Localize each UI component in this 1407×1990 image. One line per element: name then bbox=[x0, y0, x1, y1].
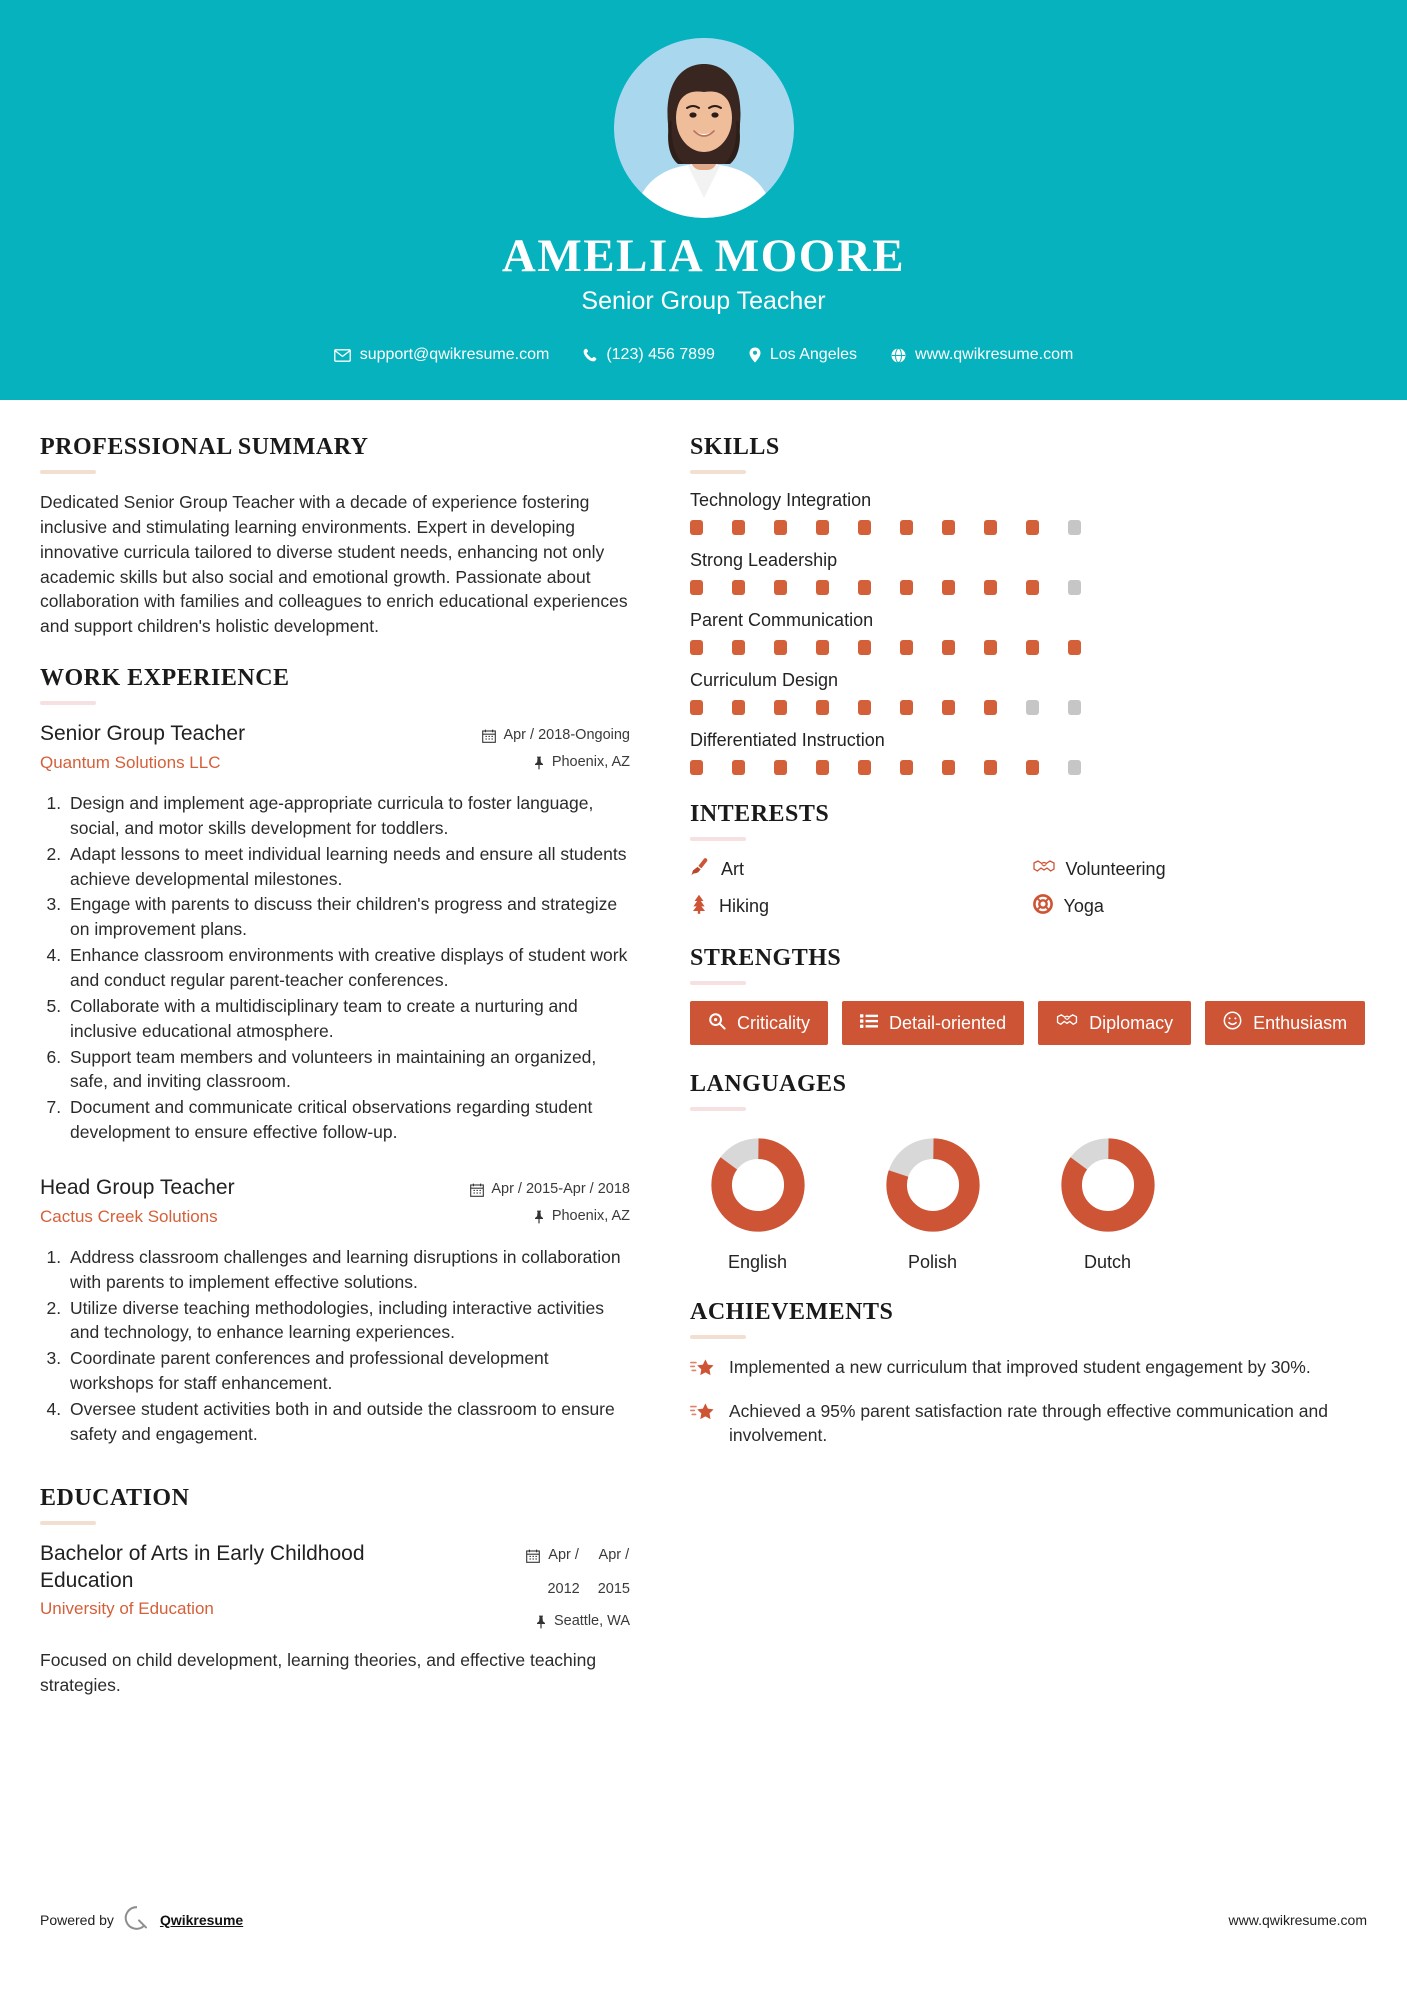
education-date-range bbox=[547, 1547, 630, 1599]
education-start-year: 2012 bbox=[547, 1581, 580, 1598]
rating-dot bbox=[774, 640, 787, 655]
list-icon bbox=[860, 1013, 878, 1034]
strength-chip-detail-oriented bbox=[842, 1001, 1024, 1045]
education-location bbox=[420, 1613, 630, 1633]
rating-dot bbox=[1026, 640, 1039, 655]
work-entry-duties bbox=[40, 1245, 630, 1447]
section-heading: ACHIEVEMENTS bbox=[690, 1299, 894, 1325]
duty-item: 5. Collaborate with a multidisciplinary team to create a nurturing and inclusive educational atmosphere. bbox=[66, 994, 630, 1044]
skill-label: Differentiated Instruction bbox=[690, 730, 885, 750]
rating-dot bbox=[1026, 700, 1039, 715]
contact-phone[interactable] bbox=[566, 346, 732, 364]
interest-item bbox=[1033, 894, 1368, 919]
work-entry-location-text: Phoenix, AZ bbox=[551, 1207, 630, 1224]
contact-email-text: support@qwikresume.com bbox=[359, 346, 550, 364]
pushpin-icon bbox=[533, 754, 545, 774]
globe-icon bbox=[891, 348, 906, 363]
education-end-month: Apr / bbox=[598, 1546, 630, 1563]
footer bbox=[40, 1905, 1367, 1934]
achievement-text: Implemented a new curriculum that improved student engagement by 30%. bbox=[729, 1357, 1311, 1377]
rating-dot bbox=[858, 580, 871, 595]
education-entry bbox=[40, 1541, 630, 1698]
heading-underline bbox=[690, 981, 746, 985]
skill-item bbox=[690, 610, 1367, 655]
heading-underline bbox=[40, 470, 96, 474]
contact-location-text: Los Angeles bbox=[769, 346, 858, 364]
skill-rating bbox=[690, 760, 1367, 775]
rating-dot bbox=[816, 700, 829, 715]
achievement-text: Achieved a 95% parent satisfaction rate through effective communication and involvement. bbox=[729, 1401, 1328, 1446]
section-professional-summary bbox=[40, 434, 630, 639]
interest-label: Volunteering bbox=[1065, 859, 1166, 879]
language-item bbox=[1040, 1137, 1175, 1273]
strength-label: Diplomacy bbox=[1089, 1012, 1174, 1033]
rating-dot bbox=[1026, 520, 1039, 535]
rating-dot bbox=[900, 760, 913, 775]
skill-label: Parent Communication bbox=[690, 610, 874, 630]
rating-dot bbox=[1068, 520, 1081, 535]
rating-dot bbox=[1068, 760, 1081, 775]
rating-dot bbox=[732, 700, 745, 715]
language-label: Dutch bbox=[1083, 1252, 1132, 1272]
interest-label: Hiking bbox=[719, 896, 770, 916]
strength-label: Detail-oriented bbox=[889, 1012, 1007, 1033]
rating-dot bbox=[690, 520, 703, 535]
language-donut-polish bbox=[885, 1137, 981, 1233]
section-skills bbox=[690, 434, 1367, 775]
language-donut-dutch bbox=[1060, 1137, 1156, 1233]
work-entry-dates-text: Apr / 2018-Ongoing bbox=[503, 727, 630, 744]
envelope-icon bbox=[334, 349, 351, 362]
work-entry-duties bbox=[40, 791, 630, 1145]
skill-item bbox=[690, 550, 1367, 595]
contact-location[interactable] bbox=[732, 346, 874, 364]
rating-dot bbox=[900, 520, 913, 535]
language-item bbox=[690, 1137, 825, 1273]
heading-underline bbox=[40, 1521, 96, 1525]
skill-label: Technology Integration bbox=[690, 490, 872, 510]
work-entry-dates-text: Apr / 2015-Apr / 2018 bbox=[491, 1180, 630, 1197]
rating-dot bbox=[774, 700, 787, 715]
duty-item: 3. Engage with parents to discuss their children's progress and strategize on improvement plans. bbox=[66, 892, 630, 942]
education-start-month: Apr / bbox=[548, 1546, 579, 1563]
smiley-icon bbox=[1223, 1011, 1242, 1035]
rating-dot bbox=[942, 640, 955, 655]
duty-item: 3. Coordinate parent conferences and professional development workshops for staff enhancement. bbox=[66, 1346, 630, 1396]
rating-dot bbox=[732, 640, 745, 655]
achievement-item bbox=[690, 1355, 1367, 1385]
section-heading: EDUCATION bbox=[40, 1484, 190, 1511]
resume-body bbox=[0, 400, 1407, 1723]
skill-item bbox=[690, 670, 1367, 715]
heading-underline bbox=[690, 470, 746, 474]
skill-rating bbox=[690, 520, 1367, 535]
section-heading: PROFESSIONAL SUMMARY bbox=[40, 434, 369, 460]
work-entry-location-text: Phoenix, AZ bbox=[551, 754, 630, 771]
interest-item bbox=[1033, 857, 1368, 882]
calendar-icon bbox=[482, 727, 496, 747]
education-school: University of Education bbox=[40, 1599, 214, 1619]
interest-item bbox=[690, 894, 1025, 919]
skill-rating bbox=[690, 640, 1367, 655]
rating-dot bbox=[1068, 580, 1081, 595]
work-entry-dates bbox=[420, 727, 630, 747]
education-location-text: Seattle, WA bbox=[553, 1612, 630, 1629]
skill-label: Curriculum Design bbox=[690, 670, 839, 690]
rating-dot bbox=[942, 760, 955, 775]
rating-dot bbox=[690, 580, 703, 595]
rating-dot bbox=[816, 640, 829, 655]
qwikresume-link[interactable]: Qwikresume bbox=[159, 1911, 244, 1928]
rating-dot bbox=[732, 520, 745, 535]
section-education bbox=[40, 1485, 630, 1698]
education-description: Focused on child development, learning theories, and effective teaching strategies. bbox=[40, 1649, 597, 1695]
rating-dot bbox=[900, 580, 913, 595]
pushpin-icon bbox=[535, 1613, 547, 1633]
language-label: English bbox=[727, 1252, 788, 1272]
magnifier-icon bbox=[708, 1012, 726, 1035]
work-entry-company: Cactus Creek Solutions bbox=[40, 1206, 218, 1226]
work-entry-dates bbox=[420, 1181, 630, 1201]
rating-dot bbox=[858, 520, 871, 535]
duty-item: 6. Support team members and volunteers in maintaining an organized, safe, and inviting classroom. bbox=[66, 1045, 630, 1095]
paintbrush-icon bbox=[690, 857, 710, 882]
heading-underline bbox=[40, 701, 96, 705]
education-end-year: 2015 bbox=[597, 1581, 630, 1598]
avatar bbox=[614, 38, 794, 218]
qwikresume-logo-icon bbox=[124, 1905, 150, 1934]
handshake-icon bbox=[1033, 858, 1055, 881]
interest-label: Yoga bbox=[1063, 896, 1104, 916]
skill-rating bbox=[690, 700, 1367, 715]
rating-dot bbox=[690, 760, 703, 775]
achievement-item bbox=[690, 1399, 1367, 1447]
interest-label: Art bbox=[721, 859, 745, 879]
duty-item: 4. Oversee student activities both in and outside the classroom to ensure safety and engagement. bbox=[66, 1397, 630, 1447]
work-entry bbox=[40, 721, 630, 1145]
star-shooting-icon bbox=[690, 1358, 716, 1385]
phone-icon bbox=[583, 348, 597, 362]
section-work-experience bbox=[40, 665, 630, 1447]
strength-chip-diplomacy bbox=[1038, 1001, 1191, 1045]
rating-dot bbox=[858, 700, 871, 715]
rating-dot bbox=[984, 760, 997, 775]
duty-item: 1. Design and implement age-appropriate curricula to foster language, social, and motor skills development for toddlers. bbox=[66, 791, 630, 841]
section-strengths bbox=[690, 945, 1367, 1045]
rating-dot bbox=[984, 640, 997, 655]
rating-dot bbox=[774, 520, 787, 535]
interest-item bbox=[690, 857, 1025, 882]
section-achievements bbox=[690, 1299, 1367, 1447]
rating-dot bbox=[900, 700, 913, 715]
contact-website[interactable] bbox=[874, 346, 1090, 364]
rating-dot bbox=[690, 700, 703, 715]
work-entry-location bbox=[420, 1208, 630, 1228]
strength-chip-enthusiasm bbox=[1205, 1001, 1365, 1045]
duty-item: 7. Document and communicate critical observations regarding student development to ensure effective follow-up. bbox=[66, 1095, 630, 1145]
skill-item bbox=[690, 730, 1367, 775]
rating-dot bbox=[984, 580, 997, 595]
summary-text: Dedicated Senior Group Teacher with a decade of experience fostering inclusive and stimulating learning environments. Expert in developing innovative curricula tailored to diverse student needs, enhancing not only academic skills but also social and emotional growth. Passionate about collaboration with families and colleagues to enrich educational experiences and support children's holistic development. bbox=[40, 492, 628, 637]
rating-dot bbox=[816, 580, 829, 595]
strength-chip-criticality bbox=[690, 1001, 828, 1045]
rating-dot bbox=[984, 520, 997, 535]
language-label: Polish bbox=[907, 1252, 958, 1272]
page-title: AMELIA MOORE bbox=[501, 230, 906, 282]
education-degree: Bachelor of Arts in Early Childhood Education bbox=[40, 1541, 365, 1592]
education-dates bbox=[420, 1547, 630, 1599]
rating-dot bbox=[732, 760, 745, 775]
section-interests bbox=[690, 801, 1367, 919]
work-entry-title: Senior Group Teacher bbox=[40, 722, 246, 746]
rating-dot bbox=[858, 640, 871, 655]
skill-rating bbox=[690, 580, 1367, 595]
duty-item: 2. Adapt lessons to meet individual learning needs and ensure all students achieve developmental milestones. bbox=[66, 842, 630, 892]
rating-dot bbox=[774, 760, 787, 775]
contact-email[interactable] bbox=[317, 346, 567, 364]
lifebuoy-icon bbox=[1033, 894, 1053, 919]
rating-dot bbox=[942, 700, 955, 715]
left-column bbox=[40, 434, 654, 1723]
skill-label: Strong Leadership bbox=[690, 550, 838, 570]
rating-dot bbox=[984, 700, 997, 715]
work-entry-title: Head Group Teacher bbox=[40, 1175, 235, 1199]
section-heading: LANGUAGES bbox=[690, 1071, 847, 1097]
rating-dot bbox=[1068, 640, 1081, 655]
section-heading: STRENGTHS bbox=[690, 945, 842, 971]
calendar-icon bbox=[526, 1547, 540, 1567]
contact-row bbox=[0, 346, 1407, 364]
language-donut-english bbox=[710, 1137, 806, 1233]
right-column bbox=[654, 434, 1367, 1723]
rating-dot bbox=[732, 580, 745, 595]
rating-dot bbox=[774, 580, 787, 595]
powered-by-label: Powered by bbox=[40, 1911, 114, 1928]
language-item bbox=[865, 1137, 1000, 1273]
rating-dot bbox=[942, 580, 955, 595]
rating-dot bbox=[942, 520, 955, 535]
rating-dot bbox=[1026, 760, 1039, 775]
work-entry-location bbox=[420, 754, 630, 774]
education-start bbox=[547, 1547, 579, 1599]
strength-label: Enthusiasm bbox=[1253, 1012, 1348, 1033]
resume-header bbox=[0, 0, 1407, 400]
duty-item: 2. Utilize diverse teaching methodologies, including interactive activities and technology, to enhance learning experiences. bbox=[66, 1296, 630, 1346]
heading-underline bbox=[690, 837, 746, 841]
contact-phone-text: (123) 456 7899 bbox=[606, 346, 715, 364]
contact-website-text: www.qwikresume.com bbox=[915, 346, 1074, 364]
section-languages bbox=[690, 1071, 1367, 1273]
handshake-icon bbox=[1056, 1012, 1078, 1034]
rating-dot bbox=[1068, 700, 1081, 715]
duty-item: 4. Enhance classroom environments with creative displays of student work and conduct regular parent-teacher conferences. bbox=[66, 943, 630, 993]
work-entry-company: Quantum Solutions LLC bbox=[40, 752, 221, 772]
footer-brand bbox=[40, 1905, 243, 1934]
rating-dot bbox=[690, 640, 703, 655]
job-title: Senior Group Teacher bbox=[581, 287, 826, 316]
star-shooting-icon bbox=[690, 1402, 716, 1429]
footer-website[interactable]: www.qwikresume.com bbox=[1228, 1911, 1367, 1928]
strength-label: Criticality bbox=[737, 1012, 811, 1033]
rating-dot bbox=[816, 760, 829, 775]
pushpin-icon bbox=[533, 1208, 545, 1228]
rating-dot bbox=[1026, 580, 1039, 595]
heading-underline bbox=[690, 1335, 746, 1339]
work-entry bbox=[40, 1175, 630, 1447]
education-end bbox=[598, 1547, 630, 1599]
skill-item bbox=[690, 490, 1367, 535]
avatar-photo-icon bbox=[614, 38, 794, 218]
calendar-icon bbox=[470, 1181, 484, 1201]
heading-underline bbox=[690, 1107, 746, 1111]
section-heading: INTERESTS bbox=[690, 801, 830, 827]
rating-dot bbox=[858, 760, 871, 775]
rating-dot bbox=[900, 640, 913, 655]
section-heading: SKILLS bbox=[690, 434, 780, 460]
rating-dot bbox=[816, 520, 829, 535]
tree-icon bbox=[690, 894, 708, 919]
duty-item: 1. Address classroom challenges and learning disruptions in collaboration with parents to implement effective solutions. bbox=[66, 1245, 630, 1295]
map-pin-icon bbox=[749, 347, 761, 363]
section-heading: WORK EXPERIENCE bbox=[40, 665, 290, 692]
